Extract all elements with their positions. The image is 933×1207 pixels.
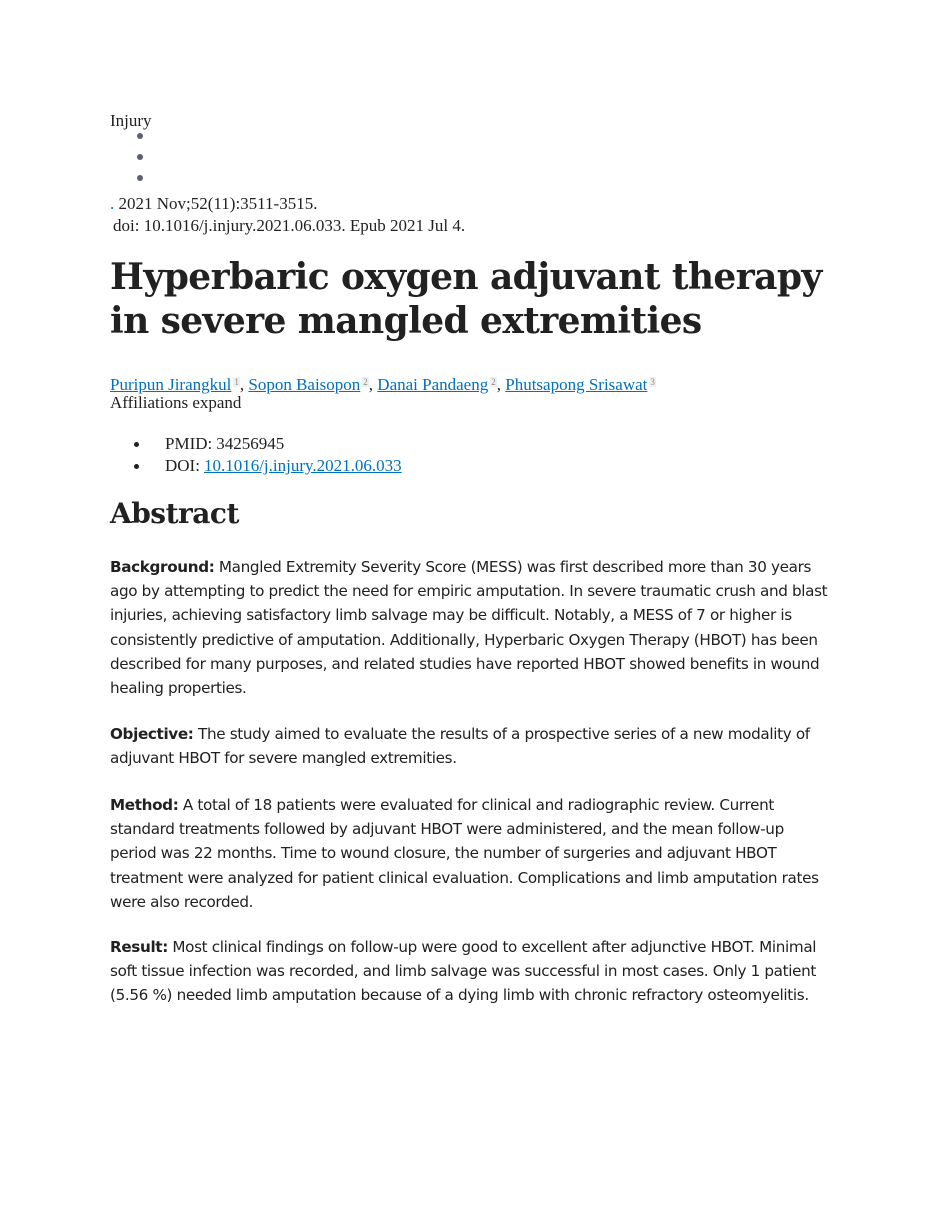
bullet-icon xyxy=(137,154,143,160)
author-separator: , xyxy=(239,375,249,394)
author-link[interactable]: Puripun Jirangkul xyxy=(110,375,232,394)
affiliation-ref[interactable]: 1 xyxy=(234,377,239,387)
affiliation-ref[interactable]: 2 xyxy=(491,377,496,387)
citation-date-volume: 2021 Nov;52(11):3511-3515. xyxy=(118,194,318,213)
section-label: Objective: xyxy=(110,725,194,743)
citation-doi-line: doi: 10.1016/j.injury.2021.06.033. Epub 2021 Jul 4. xyxy=(113,216,466,235)
author-link[interactable]: Danai Pandaeng xyxy=(377,375,489,394)
pmid-value: 34256945 xyxy=(216,434,285,453)
affiliation-ref[interactable]: 3 xyxy=(650,377,655,387)
abstract-background xyxy=(110,555,832,700)
abstract-heading: Abstract xyxy=(110,497,239,530)
section-text: A total of 18 patients were evaluated for clinical and radiographic review. Current standard treatments followed by adjuvant HBOT were administered, and the mean follow-up period was 22 months. Time to wound closure, the number of surgeries and adjuvant HBOT treatment were analyzed for patient clinical evaluation. Complications and limb amputation rates were also recorded. xyxy=(110,796,819,911)
action-bullets xyxy=(137,133,143,196)
bullet-icon xyxy=(137,175,143,181)
doi-label: DOI: xyxy=(165,456,200,475)
section-label: Result: xyxy=(110,938,168,956)
section-label: Background: xyxy=(110,558,215,576)
abstract-objective xyxy=(110,722,832,770)
abstract-result xyxy=(110,935,832,1008)
section-text: Mangled Extremity Severity Score (MESS) was first described more than 30 years ago by attempting to predict the need for empiric amputation. In severe traumatic crush and blast injuries, achieving satisfactory limb salvage may be difficult. Notably, a MESS of 7 or higher is consistently predictive of amputation. Additionally, Hyperbaric Oxygen Therapy (HBOT) has been described for many purposes, and related studies have reported HBOT showed benefits in wound healing properties. xyxy=(110,558,828,698)
section-text: Most clinical findings on follow-up were good to excellent after adjunctive HBOT. Minimal soft tissue infection was recorded, and limb salvage was successful in most cases. Only 1 patient (5.56 %) needed limb amputation because of a dying limb with chronic refractory osteomyelitis. xyxy=(110,938,817,1005)
author-list xyxy=(110,372,656,395)
section-text: The study aimed to evaluate the results of a prospective series of a new modality of adjuvant HBOT for severe mangled extremities. xyxy=(110,725,810,768)
pmid-label: PMID: xyxy=(165,434,213,453)
doi-link[interactable]: 10.1016/j.injury.2021.06.033 xyxy=(203,456,402,475)
bullet-icon xyxy=(134,464,139,469)
author-separator: , xyxy=(496,375,506,394)
article-title: Hyperbaric oxygen adjuvant therapy in severe mangled extremities xyxy=(110,256,822,342)
pmid-item xyxy=(134,433,402,455)
bullet-icon xyxy=(137,133,143,139)
section-label: Method: xyxy=(110,796,179,814)
doi-item xyxy=(134,455,402,477)
author-link[interactable]: Sopon Baisopon xyxy=(248,375,361,394)
affiliation-ref[interactable]: 2 xyxy=(363,377,368,387)
affiliations-expand-button[interactable]: Affiliations expand xyxy=(110,393,242,412)
citation-date xyxy=(110,193,317,214)
bullet-icon xyxy=(134,442,139,447)
journal-name[interactable]: Injury xyxy=(110,111,152,130)
identifier-list xyxy=(134,433,402,477)
author-separator: , xyxy=(368,375,378,394)
citation-lead-dot: . xyxy=(110,194,115,213)
author-link[interactable]: Phutsapong Srisawat xyxy=(505,375,648,394)
abstract-method xyxy=(110,793,832,914)
